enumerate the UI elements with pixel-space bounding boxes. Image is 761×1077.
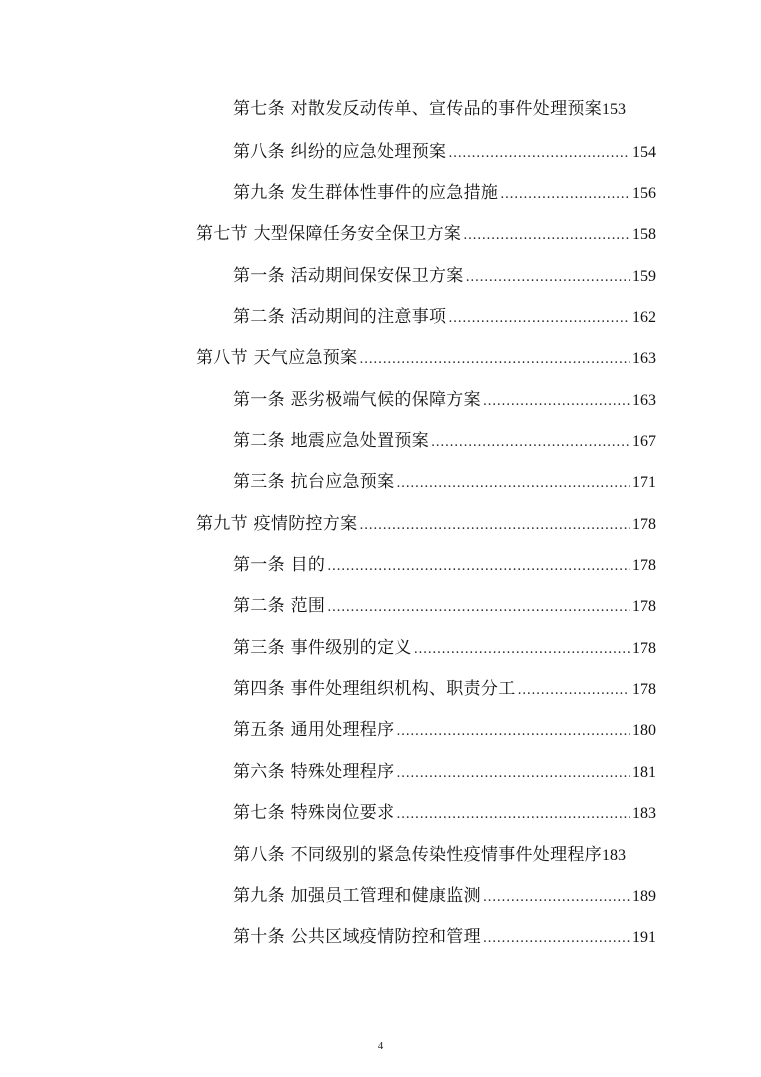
toc-entry[interactable] [233, 674, 656, 704]
toc-entry-page: 181 [632, 764, 656, 781]
toc-entry-page: 178 [632, 640, 656, 657]
toc-dot-leader [500, 180, 630, 210]
toc-entry-label: 第八条 不同级别的紧急传染性疫情事件处理程序 [233, 845, 603, 865]
toc-dot-leader [396, 717, 630, 747]
toc-entry-page: 178 [632, 681, 656, 698]
toc-entry[interactable] [233, 840, 656, 870]
toc-entry[interactable] [233, 633, 656, 663]
toc-dot-leader [359, 345, 630, 375]
toc-entry-label: 第三条 抗台应急预案 [233, 472, 395, 492]
toc-entry[interactable] [233, 467, 656, 497]
toc-dot-leader [448, 139, 630, 169]
page-number: 4 [377, 1040, 384, 1052]
toc-dot-leader [483, 883, 630, 913]
toc-dot-leader [463, 221, 630, 251]
toc-entry[interactable] [233, 881, 656, 911]
toc-entry-page: 154 [632, 144, 656, 161]
toc-entry[interactable] [233, 385, 656, 415]
toc-entry-page: 171 [632, 474, 656, 491]
toc-entry-page: 189 [632, 888, 656, 905]
toc-entry[interactable] [196, 343, 656, 373]
toc-entry-label: 第二条 活动期间的注意事项 [233, 307, 447, 327]
toc-entry[interactable] [233, 137, 656, 167]
toc-dot-leader [396, 800, 630, 830]
toc-dot-leader [414, 635, 630, 665]
toc-entry-page: 178 [632, 516, 656, 533]
toc-entry-page: 158 [632, 226, 656, 243]
toc-entry-page: 183 [602, 847, 627, 864]
toc-entry-label: 第一条 目的 [233, 555, 326, 575]
toc-entry-label: 第一条 活动期间保安保卫方案 [233, 266, 464, 286]
toc-dot-leader [466, 263, 630, 293]
toc-entry[interactable] [233, 591, 656, 621]
toc-entry-label: 第九节 疫情防控方案 [196, 514, 358, 534]
toc-entry[interactable] [233, 550, 656, 580]
toc-entry-label: 第四条 事件处理组织机构、职责分工 [233, 679, 516, 699]
toc-entry[interactable] [196, 219, 656, 249]
toc-dot-leader [483, 924, 630, 954]
toc-entry-label: 第一条 恶劣极端气候的保障方案 [233, 390, 481, 410]
toc-dot-leader [396, 469, 630, 499]
toc-entry[interactable] [233, 178, 656, 208]
toc-dot-leader [483, 387, 630, 417]
toc-entry-label: 第九条 加强员工管理和健康监测 [233, 886, 481, 906]
toc-entry-label: 第二条 地震应急处置预案 [233, 431, 430, 451]
toc-entry-label: 第九条 发生群体性事件的应急措施 [233, 183, 499, 203]
toc-entry-page: 163 [632, 350, 656, 367]
toc-dot-leader [518, 676, 630, 706]
toc-entry-page: 163 [632, 392, 656, 409]
toc-dot-leader [327, 593, 630, 623]
toc-entry[interactable] [233, 426, 656, 456]
toc-entry-page: 159 [632, 268, 656, 285]
toc-entry[interactable] [233, 715, 656, 745]
toc-entry-label: 第七条 特殊岗位要求 [233, 803, 395, 823]
toc-entry-label: 第五条 通用处理程序 [233, 720, 395, 740]
toc-entry-page: 178 [632, 598, 656, 615]
toc-entry[interactable] [233, 94, 656, 124]
toc-entry[interactable] [233, 302, 656, 332]
toc-entry-label: 第七条 对散发反动传单、宣传品的事件处理预案 [233, 99, 603, 119]
toc-entry-page: 153 [602, 101, 627, 118]
toc-entry[interactable] [233, 757, 656, 787]
toc-entry-label: 第八节 天气应急预案 [196, 348, 358, 368]
toc-dot-leader [431, 428, 630, 458]
toc-entry-label: 第八条 纠纷的应急处理预案 [233, 142, 447, 162]
toc-entry-page: 178 [632, 557, 656, 574]
toc-entry-label: 第三条 事件级别的定义 [233, 638, 412, 658]
toc-entry[interactable] [233, 922, 656, 952]
toc-entry-label: 第七节 大型保障任务安全保卫方案 [196, 224, 462, 244]
toc-entry[interactable] [196, 509, 656, 539]
toc-entry-page: 162 [632, 309, 656, 326]
toc-entry[interactable] [233, 798, 656, 828]
toc-dot-leader [448, 304, 630, 334]
toc-dot-leader [359, 511, 630, 541]
toc-entry-page: 156 [632, 185, 656, 202]
toc-dot-leader [327, 552, 630, 582]
toc-entry-page: 183 [632, 805, 656, 822]
toc-entry-page: 191 [632, 929, 656, 946]
toc-entry-label: 第二条 范围 [233, 596, 326, 616]
toc-entry-label: 第十条 公共区域疫情防控和管理 [233, 927, 481, 947]
toc-entry-page: 167 [632, 433, 656, 450]
toc-entry-label: 第六条 特殊处理程序 [233, 762, 395, 782]
toc-entry-page: 180 [632, 722, 656, 739]
toc-dot-leader [396, 759, 630, 789]
toc-entry[interactable] [233, 261, 656, 291]
